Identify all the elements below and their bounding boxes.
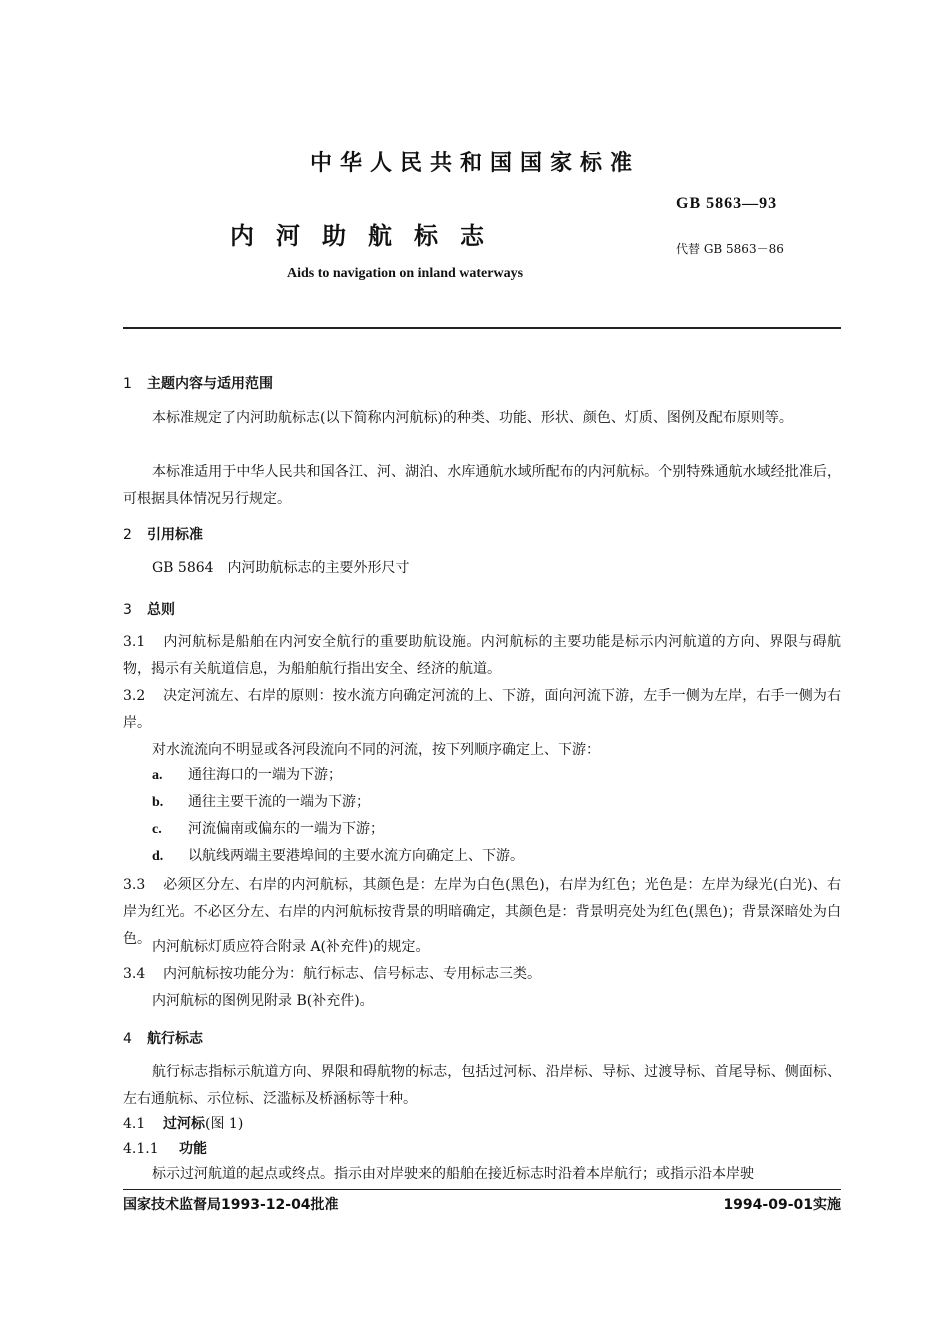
section-number: 2: [123, 527, 132, 543]
section-title: 引用标准: [147, 527, 203, 543]
list-letter: c.: [152, 822, 162, 837]
section-2-heading: [123, 524, 203, 544]
clause-3-3-paragraph-2: 内河航标灯质应符合附录 A(补充件)的规定。: [152, 939, 430, 955]
list-text: 通往主要干流的一端为下游；: [188, 794, 370, 810]
list-item-d: [152, 845, 524, 865]
list-letter: a.: [152, 768, 163, 783]
clause-4-1: [123, 1111, 841, 1138]
header-divider: [123, 327, 841, 329]
list-text: 通往海口的一端为下游；: [188, 767, 342, 783]
figure-reference: (图 1): [205, 1116, 244, 1132]
list-text: 以航线两端主要港埠间的主要水流方向确定上、下游。: [188, 848, 524, 864]
list-letter: d.: [152, 849, 164, 864]
section-3-heading: [123, 599, 175, 619]
list-letter: b.: [152, 795, 164, 810]
national-standard-heading: 中华人民共和国国家标准: [309, 151, 640, 176]
clause-text: 内河航标按功能分为：航行标志、信号标志、专用标志三类。: [163, 966, 541, 982]
effective-date: 1994-09-01实施: [723, 1197, 841, 1213]
list-item-b: [152, 791, 370, 811]
clause-number: 3.2: [123, 688, 146, 704]
clause-number: 4.1: [123, 1116, 146, 1132]
footer: [123, 1194, 841, 1214]
section-number: 3: [123, 602, 132, 618]
section-4-paragraph-1: 航行标志指标示航道方向、界限和碍航物的标志，包括过河标、沿岸标、导标、过渡导标、首尾导标、侧面标、左右通航标、示位标、泛滥标及桥涵标等十种。: [123, 1064, 841, 1107]
list-item-a: [152, 764, 342, 784]
section-2-paragraph-1: GB 5864 内河助航标志的主要外形尺寸: [152, 560, 410, 576]
section-title: 总则: [147, 602, 175, 618]
section-title: 主题内容与适用范围: [147, 376, 273, 392]
section-number: 1: [123, 376, 132, 392]
clause-number: 3.3: [123, 877, 146, 893]
section-4-heading: [123, 1028, 203, 1048]
clause-3-1: [123, 629, 841, 683]
section-1-paragraph-2: 本标准适用于中华人民共和国各江、河、湖泊、水库通航水域所配布的内河航标。个别特殊通航水域经批准后，可根据具体情况另行规定。: [123, 464, 841, 507]
section-number: 4: [123, 1031, 132, 1047]
section-1-heading: [123, 373, 273, 393]
clause-number: 3.1: [123, 634, 146, 650]
document-title-english: Aids to navigation on inland waterways: [286, 266, 524, 281]
clause-text: 必须区分左、右岸的内河航标，其颜色是：左岸为白色(黑色)，右岸为红色；光色是：左岸为绿光(白光)、右岸为红光。不必区分左、右岸的内河航标按背景的明暗确定，其颜色是：背景明亮处为红色(黑色)；背景深暗处为白色。: [123, 877, 841, 947]
approval-date: 国家技术监督局1993-12-04批准: [123, 1197, 339, 1213]
standard-code: GB 5863—93: [676, 195, 778, 212]
clause-number: 3.4: [123, 966, 146, 982]
clause-number: 4.1.1: [123, 1141, 159, 1157]
list-item-c: [152, 818, 384, 838]
clause-title: 过河标: [163, 1116, 205, 1132]
clause-text: 决定河流左、右岸的原则：按水流方向确定河流的上、下游，面向河流下游，左手一侧为左岸，右手一侧为右岸。: [123, 688, 841, 731]
clause-3-4: [123, 961, 841, 988]
clause-4-1-1-paragraph-1: 标示过河航道的起点或终点。指示由对岸驶来的船舶在接近标志时沿着本岸航行；或指示沿本岸驶: [152, 1166, 754, 1182]
clause-3-4-paragraph-2: 内河航标的图例见附录 B(补充件)。: [152, 993, 374, 1009]
section-1-paragraph-1: 本标准规定了内河助航标志(以下简称内河航标)的种类、功能、形状、颜色、灯质、图例及配布原则等。: [152, 410, 793, 426]
document-title: 内河助航标志: [230, 222, 506, 250]
clause-3-2-paragraph-2: 对水流流向不明显或各河段流向不同的河流，按下列顺序确定上、下游：: [152, 742, 600, 758]
clause-title: 功能: [179, 1141, 207, 1157]
clause-text: 内河航标是船舶在内河安全航行的重要助航设施。内河航标的主要功能是标示内河航道的方向、界限与碍航物，揭示有关航道信息，为船舶航行指出安全、经济的航道。: [123, 634, 841, 677]
clause-3-2: [123, 683, 841, 737]
clause-4-1-1: [123, 1136, 841, 1163]
replaces-standard: 代替 GB 5863－86: [676, 242, 784, 256]
list-text: 河流偏南或偏东的一端为下游；: [188, 821, 384, 837]
footer-divider: [123, 1189, 841, 1190]
section-title: 航行标志: [147, 1031, 203, 1047]
